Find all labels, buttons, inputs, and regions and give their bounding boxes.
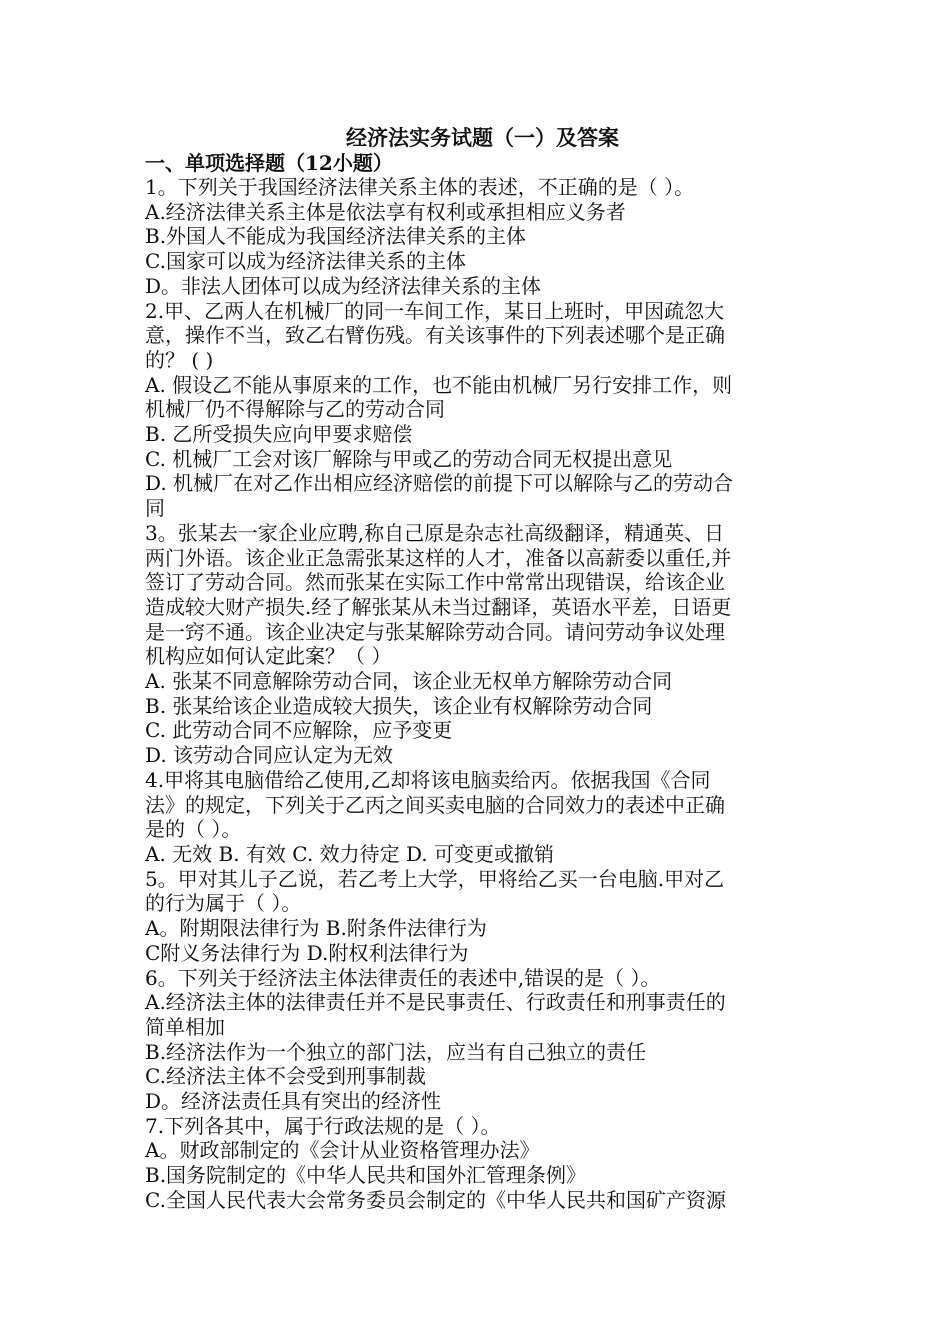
text-line: 3。张某去一家企业应聘,称自己原是杂志社高级翻译，精通英、日 (145, 520, 725, 545)
text-line: C.经济法主体不会受到刑事制裁 (145, 1064, 426, 1089)
text-line: 同 (145, 496, 165, 521)
text-line: 是的（ ）。 (145, 817, 242, 842)
text-line: B.外国人不能成为我国经济法律关系的主体 (145, 224, 527, 249)
text-line: 6。下列关于经济法主体法律责任的表述中,错误的是（ ）。 (145, 965, 661, 990)
text-line: B.国务院制定的《中华人民共和国外汇管理条例》 (145, 1163, 587, 1188)
text-line: 5。甲对其儿子乙说，若乙考上大学，甲将给乙买一台电脑.甲对乙 (145, 866, 725, 891)
text-line: 两门外语。该企业正急需张某这样的人才，准备以高薪委以重任,并 (145, 545, 732, 570)
text-line: 机构应如何认定此案？（ ） (145, 644, 392, 669)
text-line: 的行为属于（ ）。 (145, 891, 302, 916)
document-body (145, 124, 810, 1213)
text-line: 1。下列关于我国经济法律关系主体的表述，不正确的是（ ）。 (145, 175, 695, 199)
text-line: D. 该劳动合同应认定为无效 (145, 743, 394, 768)
text-line: 简单相加 (145, 1014, 225, 1039)
text-line: D. 机械厂在对乙作出相应经济赔偿的前提下可以解除与乙的劳动合 (145, 471, 734, 496)
text-line: C. 机械厂工会对该厂解除与甲或乙的劳动合同无权提出意见 (145, 446, 673, 471)
text-line: C.全国人民代表大会常务委员会制定的《中华人民共和国矿产资源 (145, 1187, 726, 1212)
text-line: 造成较大财产损失.经了解张某从未当过翻译，英语水平差，日语更 (145, 594, 732, 619)
text-line: B.经济法作为一个独立的部门法，应当有自己独立的责任 (145, 1039, 647, 1064)
section-heading: 一、单项选择题（12小题） (145, 151, 393, 175)
text-line: A. 张某不同意解除劳动合同，该企业无权单方解除劳动合同 (145, 669, 673, 694)
text-line: C. 此劳动合同不应解除，应予变更 (145, 718, 453, 743)
text-line: C.国家可以成为经济法律关系的主体 (145, 249, 466, 274)
text-line: B. 乙所受损失应向甲要求赔偿 (145, 422, 413, 447)
text-line: A。附期限法律行为 B.附条件法律行为 (145, 916, 487, 941)
text-line: B. 张某给该企业造成较大损失，该企业有权解除劳动合同 (145, 693, 653, 718)
text-line: D。经济法责任具有突出的经济性 (145, 1089, 442, 1114)
question-lines (145, 175, 810, 1213)
text-line: 法》的规定，下列关于乙丙之间买卖电脑的合同效力的表述中正确 (145, 792, 725, 817)
text-line: 2.甲、乙两人在机械厂的同一车间工作，某日上班时，甲因疏忽大 (145, 298, 725, 323)
text-line: 机械厂仍不得解除与乙的劳动合同 (145, 397, 445, 422)
text-line: 4.甲将其电脑借给乙使用,乙却将该电脑卖给丙。依据我国《合同 (145, 767, 711, 792)
text-line: A. 无效 B. 有效 C. 效力待定 D. 可变更或撤销 (145, 841, 554, 866)
text-line: D。非法人团体可以成为经济法律关系的主体 (145, 273, 542, 298)
text-line: 是一窍不通。该企业决定与张某解除劳动合同。请问劳动争议处理 (145, 619, 725, 644)
text-line: A. 假设乙不能从事原来的工作，也不能由机械厂另行安排工作，则 (145, 372, 733, 397)
document-title: 经济法实务试题（一）及答案 (346, 125, 619, 150)
text-line: 意，操作不当，致乙右臂伤残。有关该事件的下列表述哪个是正确 (145, 323, 725, 348)
text-line: 的？ ( ) (145, 347, 214, 372)
text-line: A.经济法主体的法律责任并不是民事责任、行政责任和刑事责任的 (145, 990, 726, 1015)
text-line: A.经济法律关系主体是依法享有权利或承担相应义务者 (145, 199, 626, 224)
text-line: 签订了劳动合同。然而张某在实际工作中常常出现错误，给该企业 (145, 570, 725, 595)
text-line: 7.下列各其中，属于行政法规的是（ ）。 (145, 1113, 501, 1138)
text-line: A。财政部制定的《会计从业资格管理办法》 (145, 1138, 540, 1163)
text-line: C附义务法律行为 D.附权利法律行为 (145, 940, 469, 965)
